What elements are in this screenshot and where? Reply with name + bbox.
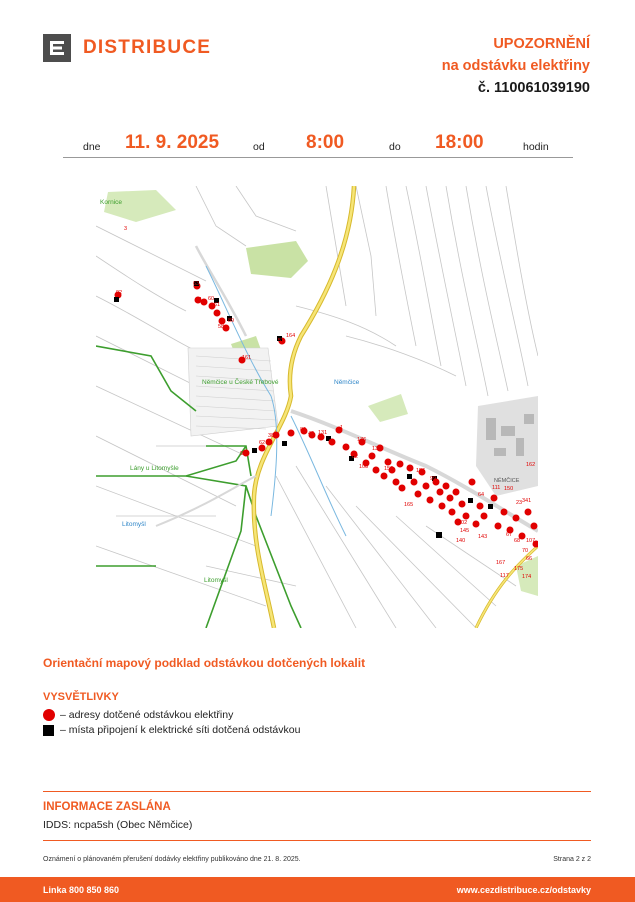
map-label: 99 <box>430 476 437 482</box>
address-dot <box>423 483 430 490</box>
map-label: 131 <box>318 430 328 436</box>
map-label: 61 <box>214 302 221 308</box>
connection-point <box>468 498 473 503</box>
address-dot <box>385 459 392 466</box>
map-label: 62 <box>259 440 266 446</box>
legend-item-connection <box>43 724 300 736</box>
address-dot <box>393 479 400 486</box>
map-label: 176 <box>357 437 367 443</box>
connection-point <box>436 532 442 538</box>
page-number: Strana 2 z 2 <box>553 856 591 863</box>
map-label: 63 <box>193 281 200 287</box>
address-dot <box>397 461 404 468</box>
map-label: 143 <box>478 534 488 540</box>
address-dot <box>399 485 406 492</box>
map-label: 38 <box>268 433 275 439</box>
address-dot <box>407 465 414 472</box>
address-dot <box>463 513 470 520</box>
map-label: 117 <box>500 573 509 579</box>
place-nemcice: Němčice <box>334 379 360 386</box>
map-label: 165 <box>404 502 414 508</box>
connection-point <box>114 297 119 302</box>
address-dot <box>501 509 508 516</box>
hatched-area <box>188 348 278 436</box>
connection-point <box>282 441 287 446</box>
map-label: 89 <box>228 318 235 324</box>
map-label: 111 <box>492 485 501 491</box>
connection-point <box>488 504 493 509</box>
map-label: 57 <box>278 338 285 344</box>
map-label: 153 <box>384 466 394 472</box>
address-dot <box>477 503 484 510</box>
address-dot <box>491 495 498 502</box>
map-label: 150 <box>504 486 514 492</box>
map-label: 48 <box>308 431 315 437</box>
divider <box>43 791 591 792</box>
address-dot <box>449 509 456 516</box>
map-label: 51 <box>196 297 203 303</box>
map-label: 108 <box>359 464 369 470</box>
place-names <box>100 199 523 584</box>
from-time: 8:00 <box>306 132 345 153</box>
map-label: 3 <box>124 226 128 232</box>
info-title: INFORMACE ZASLÁNA <box>43 801 171 813</box>
outage-schedule <box>63 130 573 158</box>
map-label: 64 <box>478 492 485 498</box>
map-label: 66 <box>526 556 533 562</box>
map-label: 134 <box>372 446 382 452</box>
map-label: 60 <box>208 296 215 302</box>
map-label: 70 <box>522 548 529 554</box>
address-dot <box>214 310 221 317</box>
map-label: 1 <box>340 425 344 431</box>
map-label: 107 <box>526 538 536 544</box>
address-dot <box>525 509 532 516</box>
outage-map <box>96 186 538 628</box>
outage-date: 11. 9. 2025 <box>125 132 220 153</box>
green-area <box>246 241 308 278</box>
address-dot <box>343 444 350 451</box>
divider <box>43 840 591 841</box>
address-dot <box>373 467 380 474</box>
map-label: 102 <box>458 520 468 526</box>
map-label: 92 <box>116 290 123 296</box>
house-number-labels <box>116 226 535 580</box>
map-label: 23 <box>516 500 523 506</box>
black-square-icon <box>43 725 54 736</box>
map-label: 341 <box>522 498 532 504</box>
map-label: 67 <box>506 532 513 538</box>
map-label: 140 <box>456 538 466 544</box>
day-label: dne <box>83 141 101 153</box>
logo-mark-icon <box>43 34 71 62</box>
map-label: 174 <box>522 574 532 580</box>
outage-markers <box>114 281 538 548</box>
hotline[interactable]: Linka 800 850 860 <box>43 885 120 895</box>
website-link[interactable]: www.cezdistribuce.cz/odstavky <box>456 885 591 895</box>
map-label: 58 <box>218 324 225 330</box>
address-dot <box>439 503 446 510</box>
map-label: 82 <box>352 454 359 460</box>
notice-subtitle: na odstávku elektřiny <box>441 58 590 74</box>
map-label: 68 <box>514 538 521 544</box>
notice-header <box>442 33 590 99</box>
address-dot <box>447 495 454 502</box>
notice-title: UPOZORNĚNÍ <box>493 36 590 52</box>
to-time: 18:00 <box>435 132 484 153</box>
place-litomysl-a: Litomyšl <box>122 521 146 528</box>
map-label: 167 <box>496 560 506 566</box>
info-text: IDDS: ncpa5sh (Obec Němčice) <box>43 819 193 831</box>
address-dot <box>459 501 466 508</box>
notice-number: č. 110061039190 <box>477 80 590 96</box>
map-label: 86 <box>300 427 307 433</box>
green-area <box>104 190 176 222</box>
map-label: 164 <box>286 333 296 339</box>
address-dot <box>369 453 376 460</box>
map-label: 145 <box>460 528 470 534</box>
address-dot <box>473 521 480 528</box>
to-label: do <box>389 141 401 153</box>
legend-address-text: – adresy dotčené odstávkou elektřiny <box>60 709 234 721</box>
address-dot <box>531 523 538 530</box>
address-dot <box>329 439 336 446</box>
company-logo <box>43 34 211 62</box>
unit-label: hodin <box>523 141 549 153</box>
place-kornice: Kornice <box>100 199 123 206</box>
connection-point <box>252 448 257 453</box>
brand-name: DISTRIBUCE <box>83 37 212 58</box>
map-label: 156 <box>416 468 426 474</box>
map-caption: Orientační mapový podklad odstávkou dotčených lokalit <box>43 656 366 670</box>
address-dot <box>415 491 422 498</box>
legend-title: VYSVĚTLIVKY <box>43 691 119 703</box>
from-label: od <box>253 141 265 153</box>
green-area <box>368 394 408 422</box>
place-lany: Lány u Litomyšle <box>130 465 179 472</box>
footer-bar <box>0 877 635 902</box>
map-label: 95 <box>240 451 247 457</box>
address-dot <box>513 515 520 522</box>
address-dot <box>381 473 388 480</box>
address-dot <box>288 430 295 437</box>
address-dot <box>437 489 444 496</box>
address-dot <box>481 513 488 520</box>
publication-note: Oznámení o plánovaném přerušení dodávky elektřiny publikováno dne 21. 8. 2025. <box>43 856 301 863</box>
place-nemcice-ceske-trebove: Němčice u České Třebové <box>202 379 279 386</box>
legend-connection-text: – místa připojení k elektrické síti dotčená odstávkou <box>60 724 301 736</box>
map-label: 162 <box>526 462 536 468</box>
address-dot <box>443 483 450 490</box>
address-dot <box>266 439 273 446</box>
field-lines <box>96 186 538 628</box>
place-litomysl-b: Litomyšl <box>204 577 228 584</box>
address-dot <box>495 523 502 530</box>
connection-point <box>407 474 412 479</box>
map-label: 161 <box>242 355 252 361</box>
red-dot-icon <box>43 709 55 721</box>
address-dot <box>427 497 434 504</box>
legend-item-address <box>43 709 233 721</box>
map-label: 175 <box>514 566 524 572</box>
address-dot <box>453 489 460 496</box>
address-dot <box>469 479 476 486</box>
place-nemcice-small: NĚMČICE <box>494 478 520 484</box>
address-dot <box>411 479 418 486</box>
